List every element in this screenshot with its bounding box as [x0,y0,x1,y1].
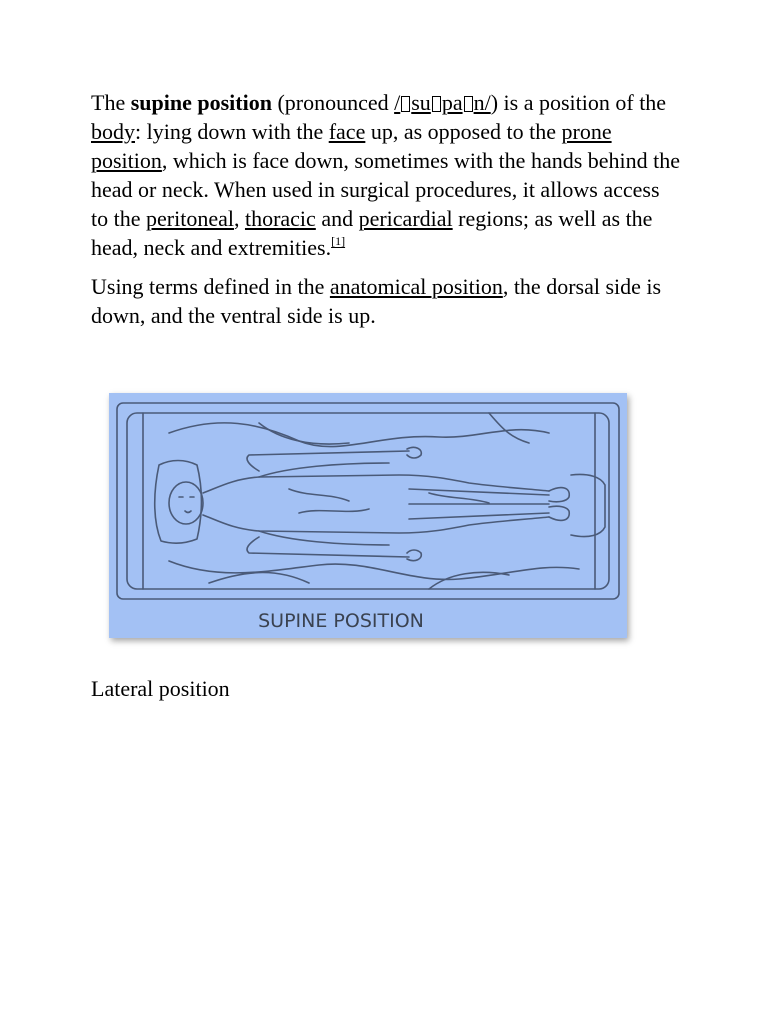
lateral-position-heading: Lateral position [91,676,230,701]
text-run: Using terms defined in the [91,274,330,299]
missing-glyph-icon [464,96,473,112]
text-run: up, as opposed to the [365,119,562,144]
supine-position-figure [109,393,627,638]
citation-link[interactable]: [1] [331,234,346,248]
text-run: The [91,90,131,115]
text-run: regions; as well as the head, neck and extremities. [91,206,653,260]
link-peritoneal[interactable]: peritoneal [146,206,234,231]
link-face[interactable]: face [328,119,366,144]
link-thoracic[interactable]: thoracic [244,206,316,231]
link-pericardial[interactable]: pericardial [358,206,453,231]
text-run: , which is face down, sometimes with the hands behind the head or neck. When used in surgical procedures, it allows access to the [91,148,681,231]
pron-part: n/ [473,90,491,115]
article-body [91,88,681,330]
text-run: ) is a position of the [490,90,667,115]
pron-part: pa [441,90,463,115]
text-run: , [233,206,245,231]
pron-part: / [394,90,401,115]
text-run: (pronounced [271,90,395,115]
paragraph-intro [91,88,681,262]
link-prone-position[interactable]: prone position [91,119,612,173]
link-anatomical-position[interactable]: anatomical position [329,274,503,299]
text-run: and [315,206,359,231]
supine-illustration [109,393,627,638]
paragraph-anatomical [91,272,681,330]
text-run: , the dorsal side is down, and the ventral side is up. [91,274,662,328]
link-body[interactable]: body [91,119,135,144]
pron-part: su [411,90,431,115]
term-supine-position: supine position [130,90,272,115]
pronunciation-link[interactable] [394,90,491,115]
figure-caption: SUPINE POSITION [258,610,424,632]
missing-glyph-icon [401,96,410,112]
missing-glyph-icon [432,96,441,112]
text-run: : lying down with the [135,119,329,144]
